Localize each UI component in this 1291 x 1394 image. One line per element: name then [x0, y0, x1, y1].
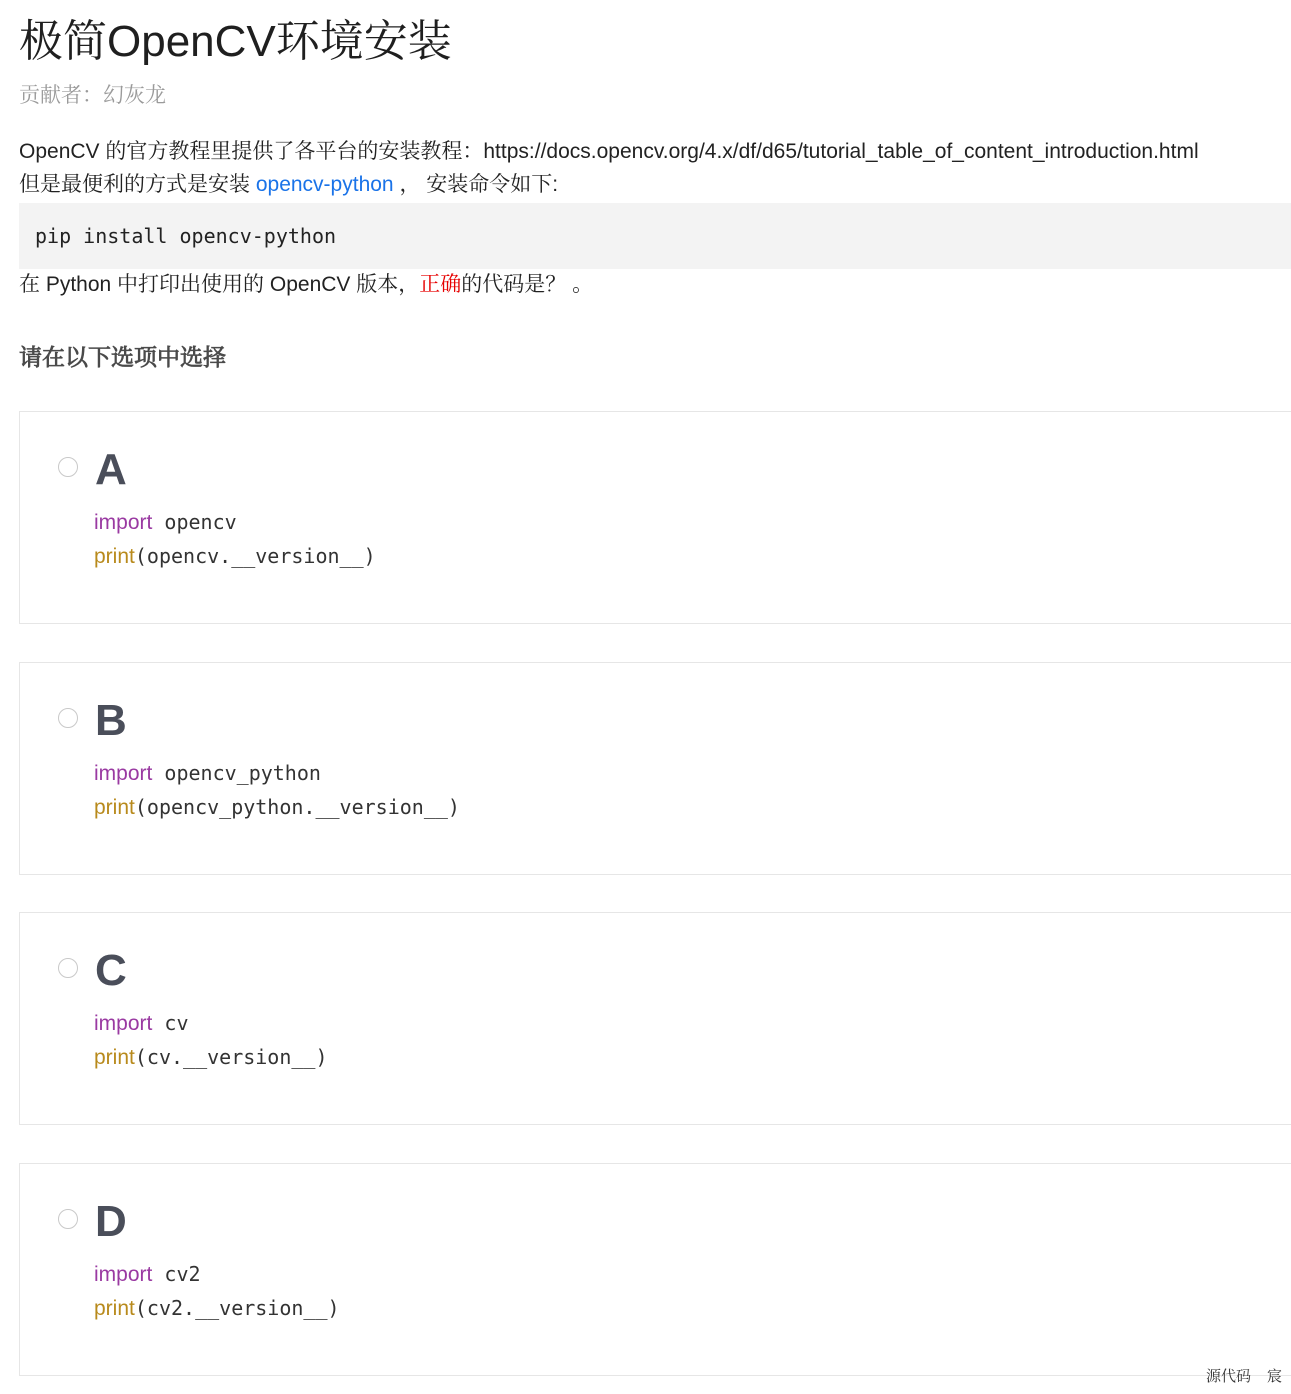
option-code-print	[94, 541, 376, 572]
option-code-import	[94, 1008, 188, 1039]
page-title: 极简OpenCV环境安装	[19, 17, 452, 66]
question-highlight: 正确	[419, 273, 462, 296]
source-code-link[interactable]: 源代码	[1205, 1368, 1251, 1385]
import-module: cv	[152, 1011, 189, 1035]
option-card-d[interactable]	[19, 1163, 1291, 1376]
print-keyword: print	[94, 1046, 135, 1069]
question-suffix: 的代码是？ 。	[461, 273, 594, 296]
option-radio-d[interactable]	[58, 1209, 78, 1229]
option-card-b[interactable]	[19, 662, 1291, 875]
import-keyword: import	[94, 762, 153, 785]
import-keyword: import	[94, 1263, 153, 1286]
import-module: cv2	[152, 1262, 201, 1286]
option-radio-a[interactable]	[58, 457, 78, 477]
option-letter: B	[95, 696, 127, 745]
install-command-code: pip install opencv-python	[19, 203, 1291, 269]
install-hint-prefix: 但是最便利的方式是安装	[19, 173, 256, 196]
option-radio-c[interactable]	[58, 958, 78, 978]
option-card-c[interactable]	[19, 912, 1291, 1125]
option-letter: A	[95, 445, 127, 494]
option-code-print	[94, 1293, 340, 1324]
install-hint-suffix: ， 安装命令如下:	[393, 173, 559, 196]
import-keyword: import	[94, 511, 153, 534]
print-argument: (cv2.__version__)	[134, 1296, 340, 1320]
question-text	[19, 270, 593, 300]
options-heading: 请在以下选项中选择	[19, 344, 226, 370]
option-code-import	[94, 507, 237, 538]
print-keyword: print	[94, 796, 135, 819]
footer-extra[interactable]: 宸	[1266, 1368, 1282, 1385]
question-prefix: 在 Python 中打印出使用的 OpenCV 版本，	[19, 273, 420, 296]
import-module: opencv	[152, 510, 237, 534]
print-argument: (cv.__version__)	[134, 1045, 328, 1069]
print-keyword: print	[94, 1297, 135, 1320]
install-hint	[19, 170, 558, 200]
print-keyword: print	[94, 545, 135, 568]
print-argument: (opencv.__version__)	[134, 544, 376, 568]
import-keyword: import	[94, 1012, 153, 1035]
option-radio-b[interactable]	[58, 708, 78, 728]
print-argument: (opencv_python.__version__)	[134, 795, 460, 819]
import-module: opencv_python	[152, 761, 321, 785]
option-code-print	[94, 1042, 328, 1073]
opencv-python-link[interactable]: opencv-python	[255, 173, 394, 196]
intro-paragraph: OpenCV 的官方教程里提供了各平台的安装教程：https://docs.opencv.org/4.x/df/d65/tutorial_table_of_content_introduction.html	[19, 140, 1199, 163]
option-code-import	[94, 1259, 201, 1290]
option-letter: C	[95, 946, 127, 995]
option-letter: D	[95, 1197, 127, 1246]
footer-bar	[1206, 1366, 1282, 1388]
contributor-text: 贡献者：幻灰龙	[19, 84, 166, 107]
option-code-import	[94, 758, 321, 789]
option-card-a[interactable]	[19, 411, 1291, 624]
option-code-print	[94, 792, 460, 823]
